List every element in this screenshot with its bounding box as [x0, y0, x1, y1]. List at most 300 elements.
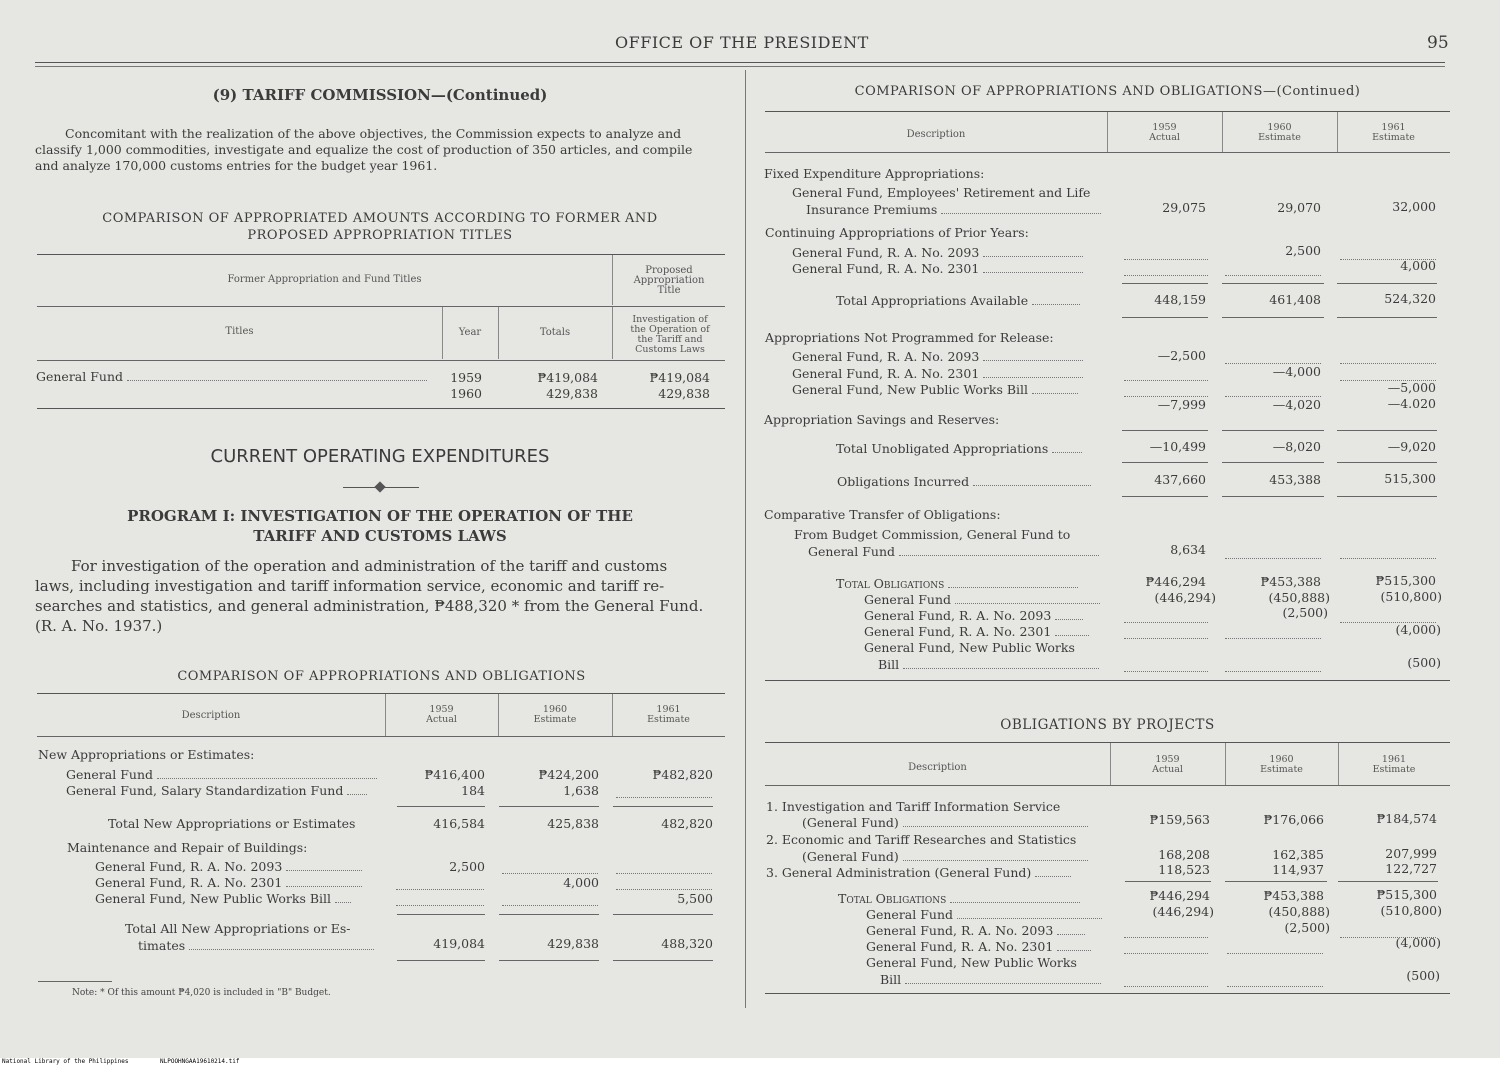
- cell-value: 437,660: [1154, 472, 1206, 487]
- leader-dots: [903, 816, 1088, 827]
- col-year: 1961: [1381, 122, 1406, 133]
- subtotal-rule: [1125, 881, 1211, 882]
- leader-dots: [905, 973, 1101, 984]
- subtotal-rule: [499, 960, 599, 961]
- row-label-text: General Fund, R. A. No. 2093: [866, 923, 1054, 938]
- leader-dots: [1035, 866, 1071, 877]
- cell-value: 29,070: [1277, 200, 1321, 215]
- cell-value: ₱515,300: [1375, 573, 1436, 588]
- cell-value: (4,000): [1395, 935, 1441, 950]
- cell-invest: 429,838: [658, 386, 710, 401]
- cell-value: ₱446,294: [1149, 888, 1210, 903]
- col-year: 1959: [1152, 122, 1177, 133]
- col-year: 1959: [429, 704, 454, 715]
- cell-value: 515,300: [1384, 471, 1436, 486]
- cell-value: 168,208: [1158, 847, 1210, 862]
- leader-dots: [973, 475, 1091, 486]
- subtotal-rule: [397, 960, 485, 961]
- note-rule: [38, 981, 112, 982]
- row-label: [866, 907, 1102, 922]
- ornament-diamond-icon: [374, 481, 385, 492]
- cell-value: (450,888): [1268, 590, 1330, 605]
- leader-dots: [1032, 294, 1080, 305]
- row-label: 2. Economic and Tariff Researches and Statistics: [766, 832, 1077, 847]
- row-label: [836, 576, 1078, 591]
- cell-value: 461,408: [1269, 292, 1321, 307]
- row-label-text: General Fund, New Public Works Bill: [792, 382, 1029, 397]
- col-kind: Estimate: [647, 714, 690, 725]
- library-label: National Library of the Philippines: [2, 1058, 129, 1065]
- cell-value: 118,523: [1158, 862, 1210, 877]
- leader-dots: [1225, 386, 1321, 397]
- row-label: [880, 972, 1101, 987]
- cell-value: 32,000: [1392, 199, 1436, 214]
- comparison-continued-heading: COMPARISON OF APPROPRIATIONS AND OBLIGATIONS—(Continued): [854, 84, 1361, 99]
- col-kind: Estimate: [1258, 132, 1301, 143]
- table-rule: [37, 736, 725, 737]
- cell-value: —5,000: [1387, 380, 1436, 395]
- col-year: 1959: [1155, 754, 1180, 765]
- row-label-text: General Fund, New Public Works Bill: [95, 891, 332, 906]
- leader-dots: [616, 863, 712, 874]
- cell-value: (510,800): [1380, 903, 1442, 918]
- row-label: Maintenance and Repair of Buildings:: [67, 840, 308, 855]
- leader-dots: [903, 850, 1088, 861]
- row-label-text: General Fund: [36, 369, 124, 384]
- column-divider: [745, 70, 746, 1008]
- cell-value: (450,888): [1268, 904, 1330, 919]
- page-header: [0, 33, 1500, 53]
- subtotal-rule: [397, 914, 485, 915]
- row-label: General Fund, New Public Works: [866, 955, 1077, 970]
- col-header-investigation: [613, 315, 727, 355]
- cell-value: —7,999: [1157, 397, 1206, 412]
- col-kind: Estimate: [1372, 764, 1416, 775]
- row-label-text: General Fund, R. A. No. 2301: [792, 366, 980, 381]
- scan-footer: [0, 1058, 1500, 1066]
- col-kind: Actual: [1152, 764, 1183, 775]
- row-label-text: Bill: [880, 972, 902, 987]
- row-label-text: General Fund, R. A. No. 2093: [792, 349, 980, 364]
- col-year: 1961: [656, 704, 681, 715]
- row-label-text: Obligations Incurred: [837, 474, 970, 489]
- col-header-former: Former Appropriation and Fund Titles: [227, 274, 422, 285]
- subtotal-rule: [499, 806, 599, 807]
- table-rule: [765, 993, 1450, 994]
- cell-value: —2,500: [1157, 348, 1206, 363]
- row-label-text: timates: [138, 938, 186, 953]
- row-label: [792, 366, 1083, 381]
- leader-dots: [502, 863, 598, 874]
- leader-dots: [1124, 628, 1208, 639]
- cell-value: ₱453,388: [1263, 888, 1324, 903]
- subtotal-rule: [1337, 317, 1437, 318]
- header-rule-thin: [35, 66, 1445, 67]
- cell-value: 453,388: [1269, 472, 1321, 487]
- leader-dots: [1052, 442, 1082, 453]
- leader-dots: [983, 262, 1083, 273]
- table-rule: [37, 306, 725, 307]
- col-header-description: Description: [908, 762, 967, 773]
- cell-value: —9,020: [1387, 439, 1436, 454]
- header-line: Customs Laws: [635, 344, 705, 355]
- intro-line: and analyze 170,000 customs entries for the budget year 1961.: [35, 158, 438, 173]
- row-label: [837, 474, 1091, 489]
- cell-value: 162,385: [1272, 847, 1324, 862]
- subtotal-rule: [1337, 462, 1437, 463]
- row-label: [806, 202, 1101, 217]
- row-label-text: General Fund, R. A. No. 2301: [866, 939, 1054, 954]
- leader-dots: [1225, 661, 1321, 672]
- leader-dots: [899, 545, 1099, 556]
- cell-value: 5,500: [677, 891, 713, 906]
- program-title: [35, 506, 725, 546]
- subtotal-rule: [1337, 283, 1437, 284]
- leader-dots: [189, 939, 374, 950]
- row-label: [36, 369, 427, 384]
- col-header-1959: [1110, 755, 1225, 775]
- col-header-1961: [612, 705, 725, 725]
- row-label: [878, 657, 1099, 672]
- cell-value: 207,999: [1385, 846, 1437, 861]
- leader-dots: [1124, 370, 1208, 381]
- row-label-text: Total Appropriations Available: [836, 293, 1029, 308]
- leader-dots: [502, 895, 598, 906]
- subtotal-rule: [613, 960, 713, 961]
- cell-value: —10,499: [1149, 439, 1206, 454]
- cell-value: (510,800): [1380, 589, 1442, 604]
- cell-value: 429,838: [547, 936, 599, 951]
- subtotal-rule: [1338, 881, 1438, 882]
- subtotal-rule: [1222, 430, 1324, 431]
- header-line: Appropriation: [633, 275, 705, 286]
- row-label: [836, 441, 1082, 456]
- table-rule: [37, 254, 725, 255]
- leader-dots: [1124, 249, 1208, 260]
- row-label: [864, 608, 1083, 623]
- col-kind: Estimate: [1372, 132, 1415, 143]
- subtotal-rule: [1122, 462, 1208, 463]
- col-kind: Estimate: [533, 714, 577, 725]
- row-label-text: General Fund, R. A. No. 2301: [95, 875, 283, 890]
- row-label-text: General Fund, R. A. No. 2093: [864, 608, 1052, 623]
- cell-value: 416,584: [433, 816, 485, 831]
- obligations-comparison-heading: COMPARISON OF APPROPRIATIONS AND OBLIGATIONS: [177, 669, 586, 684]
- subtotal-rule: [1337, 496, 1437, 497]
- section-title: (9) TARIFF COMMISSION—(Continued): [212, 86, 548, 104]
- row-label: General Fund, Employees' Retirement and Life: [792, 185, 1091, 200]
- row-label: [802, 815, 1088, 830]
- col-header-1961: [1337, 123, 1450, 143]
- leader-dots: [948, 577, 1078, 588]
- cell-invest: ₱419,084: [649, 370, 710, 385]
- row-label-text: General Fund: [66, 767, 154, 782]
- footnote: Note: * Of this amount ₱4,020 is included in "B" Budget.: [72, 988, 331, 998]
- cell-value: ₱482,820: [652, 767, 713, 782]
- header-line: Proposed: [645, 265, 693, 276]
- cell-value: 425,838: [547, 816, 599, 831]
- cell-value: ₱184,574: [1376, 811, 1437, 826]
- cell-value: ₱159,563: [1149, 812, 1210, 827]
- subtotal-rule: [1122, 496, 1208, 497]
- cell-value: 524,320: [1384, 291, 1436, 306]
- program-line: For investigation of the operation and administration of the tariff and customs: [71, 557, 668, 575]
- leader-dots: [286, 876, 362, 887]
- col-kind: Actual: [426, 714, 457, 725]
- row-label-text: General Fund, R. A. No. 2093: [792, 245, 980, 260]
- table-rule: [765, 680, 1450, 681]
- leader-dots: [1124, 265, 1208, 276]
- row-label: Comparative Transfer of Obligations:: [764, 507, 1001, 522]
- leader-dots: [1032, 383, 1078, 394]
- row-label: [808, 544, 1099, 559]
- subtotal-rule: [613, 806, 713, 807]
- col-header-1961: [1338, 755, 1450, 775]
- program-title-line: PROGRAM I: INVESTIGATION OF THE OPERATION OF THE: [127, 507, 633, 525]
- leader-dots: [1057, 940, 1091, 951]
- intro-line: Concomitant with the realization of the above objectives, the Commission expects to analyze and: [65, 126, 682, 141]
- col-header-1960: [1222, 123, 1337, 143]
- heading-line: COMPARISON OF APPROPRIATED AMOUNTS ACCORDING TO FORMER AND: [102, 211, 658, 226]
- col-header-1959: [1107, 123, 1222, 143]
- row-label-text: General Fund, R. A. No. 2301: [864, 624, 1052, 639]
- row-label: [836, 293, 1080, 308]
- col-header-1960: [498, 705, 612, 725]
- cell-total: 429,838: [546, 386, 598, 401]
- leader-dots: [1225, 548, 1321, 559]
- row-label-text: General Fund: [866, 907, 954, 922]
- row-label-text: General Fund: [808, 544, 896, 559]
- page-number: 95: [1427, 33, 1449, 53]
- leader-dots: [1227, 976, 1323, 987]
- row-label: [864, 624, 1089, 639]
- subtotal-rule: [397, 806, 485, 807]
- subtotal-rule: [1225, 881, 1327, 882]
- leader-dots: [1055, 609, 1083, 620]
- leader-dots: [127, 370, 427, 381]
- row-label: Continuing Appropriations of Prior Years:: [765, 225, 1029, 240]
- row-label-text: Bill: [878, 657, 900, 672]
- row-label: New Appropriations or Estimates:: [38, 747, 255, 762]
- row-label-text: General Fund: [864, 592, 952, 607]
- titles-comparison-heading: [35, 210, 725, 244]
- row-label: [138, 938, 374, 953]
- cell-value: ₱176,066: [1263, 812, 1324, 827]
- leader-dots: [616, 879, 712, 890]
- col-year: 1960: [542, 704, 568, 715]
- heading-line: PROPOSED APPROPRIATION TITLES: [247, 228, 513, 243]
- leader-dots: [396, 895, 484, 906]
- row-label: Total All New Appropriations or Es-: [125, 921, 351, 936]
- row-label: [838, 891, 1080, 906]
- row-label: [866, 939, 1091, 954]
- row-label: Appropriations Not Programmed for Release:: [765, 330, 1054, 345]
- col-year: 1960: [1267, 122, 1292, 133]
- intro-paragraph: [35, 126, 727, 174]
- header-line: Investigation of: [632, 314, 708, 325]
- cell-value: 4,000: [563, 875, 599, 890]
- col-header-description: Description: [906, 129, 966, 140]
- cell-value: 448,159: [1154, 292, 1206, 307]
- leader-dots: [983, 246, 1083, 257]
- header-line: the Tariff and: [637, 334, 703, 345]
- row-label: [766, 865, 1071, 880]
- cell-value: 488,320: [661, 936, 713, 951]
- cell-value: 2,500: [1285, 243, 1321, 258]
- subtotal-rule: [1122, 317, 1208, 318]
- col-header-totals: Totals: [539, 327, 571, 338]
- intro-line: classify 1,000 commodities, investigate and equalize the cost of production of 350 articles, and compile: [35, 142, 693, 157]
- row-label-text: Insurance Premiums: [806, 202, 938, 217]
- table-rule: [765, 742, 1450, 743]
- col-kind: Estimate: [1260, 764, 1303, 775]
- leader-dots: [1124, 612, 1208, 623]
- program-line: searches and statistics, and general administration, ₱488,320 * from the General Fund.: [35, 597, 704, 615]
- col-header-1959: [385, 705, 498, 725]
- cell-value: (500): [1407, 655, 1441, 670]
- row-label: Fixed Expenditure Appropriations:: [764, 166, 985, 181]
- leader-dots: [335, 892, 351, 903]
- cell-value: —4.020: [1387, 396, 1436, 411]
- leader-dots: [286, 860, 362, 871]
- cell-value: ₱416,400: [424, 767, 485, 782]
- page-title: OFFICE OF THE PRESIDENT: [615, 33, 869, 52]
- row-label: [792, 382, 1078, 397]
- row-label-text: Total Unobligated Appropriations: [836, 441, 1049, 456]
- program-line: laws, including investigation and tariff information service, economic and tariff re-: [35, 577, 665, 595]
- cell-value: 1,638: [563, 783, 599, 798]
- subtotal-rule: [1222, 496, 1324, 497]
- col-year: 1961: [1381, 754, 1407, 765]
- leader-dots: [1057, 924, 1085, 935]
- subtotal-rule: [1222, 283, 1324, 284]
- cell-year: 1959: [450, 370, 482, 385]
- cell-value: 29,075: [1162, 200, 1206, 215]
- cell-value: ₱424,200: [538, 767, 599, 782]
- cell-value: —4,020: [1272, 397, 1321, 412]
- row-label-text: Total Obligations: [836, 576, 945, 591]
- leader-dots: [1340, 548, 1436, 559]
- cell-value: 419,084: [433, 936, 485, 951]
- col-kind: Actual: [1149, 132, 1180, 143]
- leader-dots: [957, 908, 1102, 919]
- leader-dots: [1124, 943, 1208, 954]
- cell-value: 8,634: [1170, 542, 1206, 557]
- row-label-text: (General Fund): [802, 849, 899, 864]
- cell-value: (2,500): [1284, 920, 1330, 935]
- leader-dots: [1124, 661, 1208, 672]
- table-rule: [37, 408, 725, 409]
- leader-dots: [983, 367, 1083, 378]
- leader-dots: [1124, 927, 1208, 938]
- current-expenditures-heading: CURRENT OPERATING EXPENDITURES: [210, 446, 550, 467]
- col-year: 1960: [1269, 754, 1294, 765]
- leader-dots: [157, 768, 377, 779]
- cell-value: —4,000: [1272, 364, 1321, 379]
- row-label-text: General Fund, Salary Standardization Fund: [66, 783, 344, 798]
- row-label: General Fund, New Public Works: [864, 640, 1075, 655]
- leader-dots: [1055, 625, 1089, 636]
- leader-dots: [903, 658, 1099, 669]
- cell-total: ₱419,084: [537, 370, 598, 385]
- header-rule: [35, 62, 1445, 63]
- cell-value: (4,000): [1395, 622, 1441, 637]
- row-label-text: General Fund, R. A. No. 2301: [792, 261, 980, 276]
- row-label: [864, 592, 1100, 607]
- header-line: the Operation of: [630, 324, 710, 335]
- row-label: [802, 849, 1088, 864]
- row-label: [95, 891, 351, 906]
- obligations-by-projects-heading: OBLIGATIONS BY PROJECTS: [1000, 717, 1215, 733]
- leader-dots: [1225, 353, 1321, 364]
- cell-value: 184: [461, 783, 485, 798]
- table-rule: [765, 152, 1450, 153]
- table-rule: [765, 785, 1450, 786]
- cell-value: 482,820: [661, 816, 713, 831]
- leader-dots: [1225, 265, 1321, 276]
- cell-value: ₱446,294: [1145, 574, 1206, 589]
- row-label: [792, 245, 1083, 260]
- cell-value: (500): [1406, 968, 1440, 983]
- table-rule: [37, 693, 725, 694]
- subtotal-rule: [499, 914, 599, 915]
- leader-dots: [941, 203, 1101, 214]
- program-title-line: TARIFF AND CUSTOMS LAWS: [253, 527, 507, 545]
- col-header-titles: Titles: [225, 326, 254, 337]
- cell-value: —8,020: [1272, 439, 1321, 454]
- row-label: [866, 923, 1085, 938]
- row-label: [792, 349, 1083, 364]
- row-label: 1. Investigation and Tariff Information Service: [766, 799, 1061, 814]
- row-label-text: Total Obligations: [838, 891, 947, 906]
- row-label: Total New Appropriations or Estimates: [108, 816, 356, 831]
- leader-dots: [1124, 976, 1208, 987]
- leader-dots: [950, 892, 1080, 903]
- cell-value: 2,500: [449, 859, 485, 874]
- cell-value: 4,000: [1400, 258, 1436, 273]
- subtotal-rule: [1122, 430, 1208, 431]
- leader-dots: [1340, 353, 1436, 364]
- cell-value: 114,937: [1272, 862, 1324, 877]
- cell-value: ₱515,300: [1376, 887, 1437, 902]
- cell-value: ₱453,388: [1260, 574, 1321, 589]
- leader-dots: [1124, 386, 1208, 397]
- file-label: NLPOOHNGAA19610214.tif: [160, 1058, 240, 1065]
- leader-dots: [1227, 943, 1323, 954]
- cell-value: (446,294): [1154, 590, 1216, 605]
- row-label: From Budget Commission, General Fund to: [794, 527, 1071, 542]
- program-line: (R. A. No. 1937.): [35, 617, 163, 635]
- cell-year: 1960: [450, 386, 482, 401]
- row-label: [66, 767, 377, 782]
- row-label: Appropriation Savings and Reserves:: [764, 412, 1000, 427]
- row-label-text: General Fund, R. A. No. 2093: [95, 859, 283, 874]
- row-label: [95, 875, 362, 890]
- leader-dots: [955, 593, 1100, 604]
- row-label-text: (General Fund): [802, 815, 899, 830]
- leader-dots: [347, 784, 367, 795]
- cell-value: (2,500): [1282, 605, 1328, 620]
- row-label: [66, 783, 367, 798]
- table-rule: [37, 360, 725, 361]
- row-label: [792, 261, 1083, 276]
- subtotal-rule: [1337, 430, 1437, 431]
- leader-dots: [1225, 628, 1321, 639]
- subtotal-rule: [1122, 283, 1208, 284]
- cell-value: 122,727: [1385, 861, 1437, 876]
- col-header-year: Year: [458, 327, 482, 338]
- program-paragraph: [35, 556, 728, 636]
